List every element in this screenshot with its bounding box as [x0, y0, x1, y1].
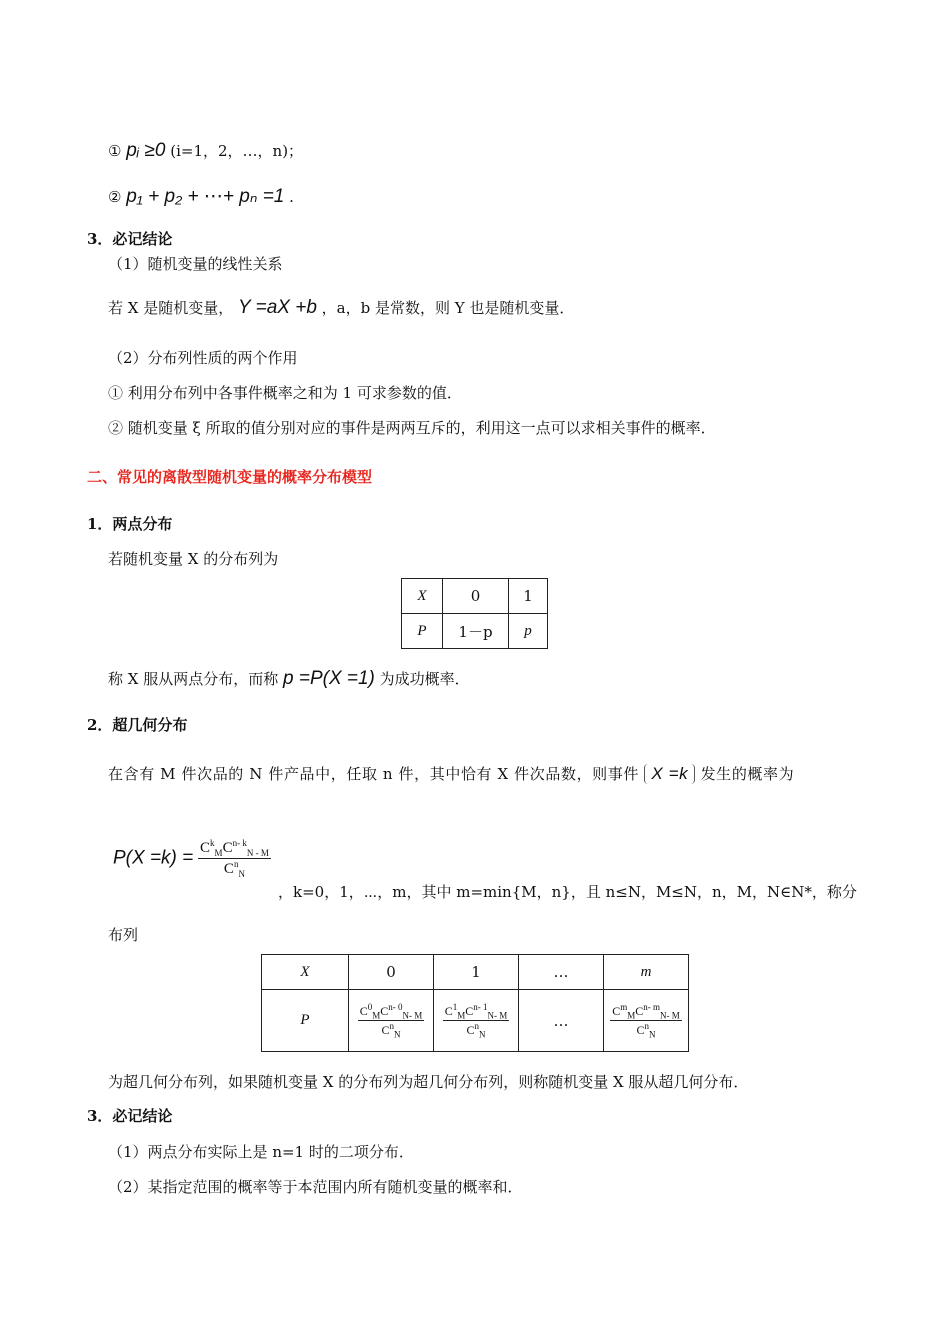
table-cell: … — [519, 955, 604, 990]
two-point-intro: 若随机变量 X 的分布列为 — [108, 550, 279, 568]
formula-fraction: $\frac{C^k_MC^{n- k}_{N - M}}{C^n_N}$ — [200, 838, 269, 879]
use-2: ② 随机变量 ξ 所取的值分别对应的事件是两两互斥的，利用这一点可以求相关事件的概率． — [108, 419, 716, 437]
hyper-intro-post: 发生的概率为 — [700, 765, 795, 783]
hyper-intro-text: 在含有 M 件次品的 N 件产品中，任取 n 件，其中恰有 X 件次品数，则事件 — [108, 765, 639, 783]
table-cell — [434, 990, 519, 1052]
table-cell: m — [604, 955, 689, 990]
formula-lhs: P(X =k) = — [113, 847, 194, 869]
table-cell — [349, 990, 434, 1052]
hypergeometric-intro — [108, 763, 794, 784]
linear-relation — [108, 297, 574, 319]
table-cell — [604, 990, 689, 1052]
prob-fraction-0: $\frac{C^0_MC^{n- 0}_{N- M}}{C^n_N}$ — [359, 1001, 423, 1040]
subheading-uses: （2）分布列性质的两个作用 — [108, 349, 298, 367]
event-formula: X =k — [644, 764, 695, 784]
table-cell: … — [519, 990, 604, 1052]
table-cell: P — [402, 614, 443, 649]
table-cell: X — [402, 579, 443, 614]
two-point-after-post: 为成功概率． — [379, 670, 470, 688]
condition-2-marker: ② — [108, 188, 122, 206]
condition-2-formula: p₁ + p₂ + ⋯+ pₙ =1 — [126, 186, 285, 207]
table-cell: 1 — [434, 955, 519, 990]
condition-2 — [108, 185, 294, 208]
subheading-linear: （1）随机变量的线性关系 — [108, 255, 283, 273]
conclusion-item: （1）两点分布实际上是 n=1 时的二项分布． — [108, 1143, 414, 1161]
success-prob-formula: p =P(X =1) — [283, 668, 375, 689]
condition-1-formula: pᵢ ≥0 — [126, 140, 166, 161]
hypergeometric-heading: 2．超几何分布 — [87, 716, 188, 734]
two-point-after — [108, 668, 470, 690]
table-cell: 0 — [349, 955, 434, 990]
conclusion-item: （2）某指定范围的概率等于本范围内所有随机变量的概率和． — [108, 1178, 523, 1196]
two-point-table — [401, 578, 548, 649]
hypergeometric-table — [261, 954, 689, 1052]
linear-post: ，a，b 是常数，则 Y 也是随机变量． — [321, 299, 575, 317]
table-cell: p — [509, 614, 548, 649]
table-cell: P — [262, 990, 349, 1052]
condition-1 — [108, 140, 303, 162]
table-cell: 0 — [443, 579, 509, 614]
condition-2-text: . — [289, 188, 294, 206]
section-heading-conclusions-2: 3．必记结论 — [87, 1107, 173, 1125]
part-heading: 二、常见的离散型随机变量的概率分布模型 — [87, 468, 373, 486]
two-point-after-pre: 称 X 服从两点分布，而称 — [108, 670, 279, 688]
use-1: ① 利用分布列中各事件概率之和为 1 可求参数的值． — [108, 384, 462, 402]
two-point-heading: 1．两点分布 — [87, 515, 173, 533]
hypergeometric-after: 为超几何分布列，如果随机变量 X 的分布列为超几何分布列，则称随机变量 X 服从超几何分布． — [108, 1073, 749, 1091]
table-cell: 1 — [509, 579, 548, 614]
hypergeometric-formula — [113, 838, 271, 879]
hypergeometric-conditions-cont: 布列 — [108, 926, 139, 944]
table-cell: 1－p — [443, 614, 509, 649]
table-cell: X — [262, 955, 349, 990]
hypergeometric-conditions: ，k=0，1，⋯，m，其中 m=min{M，n}，且 n≤N，M≤N，n，M，N∈N*，称分 — [278, 883, 857, 901]
prob-fraction-m: $\frac{C^m_MC^{n- m}_{N- M}}{C^n_N}$ — [612, 1001, 680, 1040]
prob-fraction-1: $\frac{C^1_MC^{n- 1}_{N- M}}{C^n_N}$ — [444, 1001, 508, 1040]
condition-1-marker: ① — [108, 142, 122, 160]
linear-formula: Y =aX +b — [238, 297, 317, 318]
section-heading-conclusions: 3．必记结论 — [87, 230, 173, 248]
linear-pre: 若 X 是随机变量， — [108, 299, 234, 317]
condition-1-text: (i=1，2，…，n)； — [170, 142, 304, 160]
